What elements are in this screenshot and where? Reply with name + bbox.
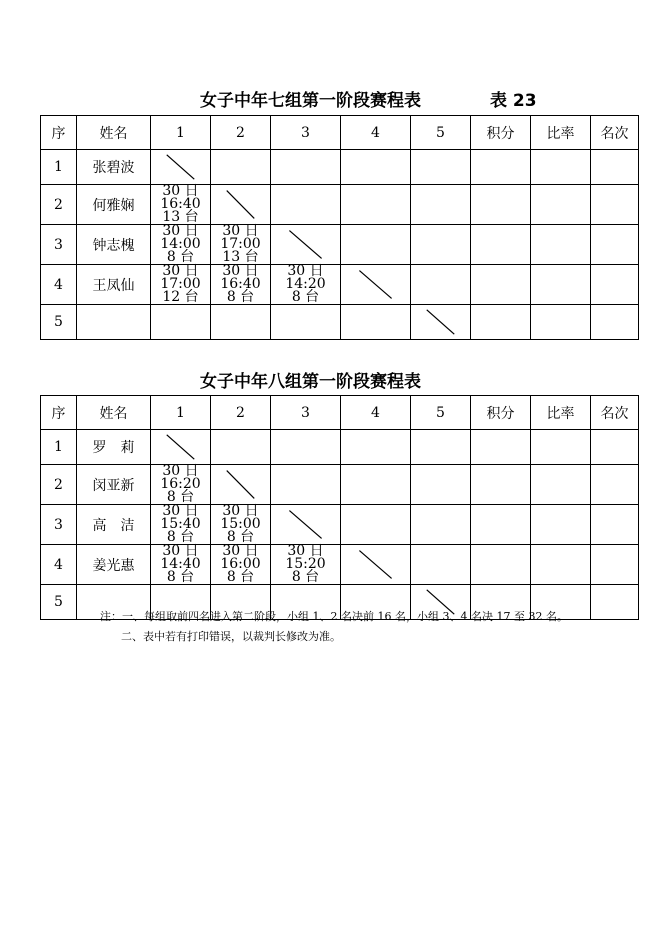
column-header: 序 (41, 396, 77, 430)
match-time: 30 日 16:20 (160, 463, 201, 492)
ratio-cell (531, 430, 591, 465)
rank-cell (591, 185, 639, 225)
seed-number: 3 (41, 225, 77, 265)
diagonal-slash-icon (151, 430, 210, 464)
match-time: 30 日 16:40 (160, 183, 201, 212)
column-header: 1 (151, 396, 211, 430)
column-header: 积分 (471, 396, 531, 430)
empty-cell (341, 185, 411, 225)
match-time: 30 日 17:00 (220, 223, 261, 252)
rank-cell (591, 545, 639, 585)
table-row (41, 185, 639, 225)
match-table: 8 台 (291, 289, 320, 305)
seed-number: 2 (41, 185, 77, 225)
match-table: 8 台 (166, 249, 195, 265)
match-table: 13 台 (162, 209, 199, 225)
match-time: 30 日 15:40 (160, 503, 201, 532)
match-cell (271, 545, 341, 585)
table-1-number: 表 23 (490, 91, 537, 111)
player-name: 罗 莉 (77, 430, 151, 465)
player-name: 王凤仙 (77, 265, 151, 305)
score-cell (471, 150, 531, 185)
ratio-cell (531, 505, 591, 545)
column-header: 4 (341, 396, 411, 430)
match-cell (211, 225, 271, 265)
column-header: 3 (271, 396, 341, 430)
score-cell (471, 505, 531, 545)
diagonal-slash-icon (271, 225, 340, 264)
match-cell (151, 505, 211, 545)
table-row (41, 305, 639, 340)
note-2: 二、表中若有打印错误，以裁判长修改为准。 (121, 630, 341, 643)
diagonal-slash-icon (341, 265, 410, 304)
table-row (41, 545, 639, 585)
self-match-diagonal (341, 545, 411, 585)
header-row (41, 396, 639, 430)
diagonal-slash-icon (151, 150, 210, 184)
player-name: 张碧波 (77, 150, 151, 185)
column-header: 积分 (471, 116, 531, 150)
rank-cell (591, 505, 639, 545)
empty-cell (211, 305, 271, 340)
rank-cell (591, 265, 639, 305)
column-header: 名次 (591, 396, 639, 430)
table-row (41, 265, 639, 305)
player-name: 何雅娴 (77, 185, 151, 225)
match-time: 30 日 14:40 (160, 543, 201, 572)
ratio-cell (531, 185, 591, 225)
seed-number: 4 (41, 545, 77, 585)
seed-number: 2 (41, 465, 77, 505)
match-table: 8 台 (226, 529, 255, 545)
diagonal-slash-icon (411, 305, 470, 339)
column-header: 2 (211, 396, 271, 430)
self-match-diagonal (341, 265, 411, 305)
header-row (41, 116, 639, 150)
match-table: 8 台 (226, 569, 255, 585)
table-row (41, 430, 639, 465)
match-table: 8 台 (226, 289, 255, 305)
column-header: 4 (341, 116, 411, 150)
schedule-table-group-8 (40, 395, 639, 620)
self-match-diagonal (271, 225, 341, 265)
seed-number: 3 (41, 505, 77, 545)
ratio-cell (531, 305, 591, 340)
match-cell (211, 505, 271, 545)
score-cell (471, 185, 531, 225)
empty-cell (271, 150, 341, 185)
column-header: 5 (411, 396, 471, 430)
empty-cell (341, 150, 411, 185)
empty-cell (411, 225, 471, 265)
match-cell (271, 265, 341, 305)
empty-cell (271, 465, 341, 505)
column-header: 姓名 (77, 396, 151, 430)
rank-cell (591, 430, 639, 465)
score-cell (471, 265, 531, 305)
column-header: 5 (411, 116, 471, 150)
empty-cell (211, 430, 271, 465)
match-table: 8 台 (291, 569, 320, 585)
empty-cell (411, 185, 471, 225)
diagonal-slash-icon (271, 505, 340, 544)
table-1-title: 女子中年七组第一阶段赛程表 (200, 91, 421, 111)
seed-number: 5 (41, 585, 77, 620)
player-name (77, 305, 151, 340)
empty-cell (411, 505, 471, 545)
ratio-cell (531, 265, 591, 305)
empty-cell (411, 465, 471, 505)
empty-cell (271, 305, 341, 340)
diagonal-slash-icon (341, 545, 410, 584)
empty-cell (271, 430, 341, 465)
table-row (41, 465, 639, 505)
ratio-cell (531, 150, 591, 185)
match-time: 30 日 16:40 (220, 263, 261, 292)
empty-cell (271, 185, 341, 225)
self-match-diagonal (151, 150, 211, 185)
column-header: 1 (151, 116, 211, 150)
self-match-diagonal (211, 465, 271, 505)
column-header: 比率 (531, 396, 591, 430)
score-cell (471, 225, 531, 265)
empty-cell (411, 265, 471, 305)
match-cell (151, 185, 211, 225)
table-2-title: 女子中年八组第一阶段赛程表 (200, 372, 421, 392)
match-cell (151, 545, 211, 585)
empty-cell (341, 225, 411, 265)
empty-cell (341, 305, 411, 340)
seed-number: 1 (41, 430, 77, 465)
player-name: 高 洁 (77, 505, 151, 545)
empty-cell (341, 505, 411, 545)
match-time: 30 日 16:00 (220, 543, 261, 572)
self-match-diagonal (411, 305, 471, 340)
match-cell (211, 265, 271, 305)
match-time: 30 日 17:00 (160, 263, 201, 292)
ratio-cell (531, 545, 591, 585)
match-table: 8 台 (166, 489, 195, 505)
match-table: 12 台 (162, 289, 199, 305)
match-table: 8 台 (166, 529, 195, 545)
empty-cell (211, 150, 271, 185)
ratio-cell (531, 225, 591, 265)
seed-number: 1 (41, 150, 77, 185)
empty-cell (411, 150, 471, 185)
match-time: 30 日 15:20 (285, 543, 326, 572)
player-name: 闵亚新 (77, 465, 151, 505)
column-header: 3 (271, 116, 341, 150)
self-match-diagonal (151, 430, 211, 465)
column-header: 序 (41, 116, 77, 150)
table-row (41, 150, 639, 185)
match-cell (151, 465, 211, 505)
diagonal-slash-icon (211, 185, 270, 224)
diagonal-slash-icon (211, 465, 270, 504)
column-header: 2 (211, 116, 271, 150)
schedule-table-group-7 (40, 115, 639, 340)
score-cell (471, 465, 531, 505)
self-match-diagonal (211, 185, 271, 225)
match-cell (211, 545, 271, 585)
notes (100, 607, 568, 647)
empty-cell (411, 430, 471, 465)
empty-cell (341, 465, 411, 505)
rank-cell (591, 465, 639, 505)
column-header: 名次 (591, 116, 639, 150)
match-cell (151, 265, 211, 305)
rank-cell (591, 585, 639, 620)
score-cell (471, 545, 531, 585)
seed-number: 4 (41, 265, 77, 305)
empty-cell (151, 305, 211, 340)
match-time: 30 日 15:00 (220, 503, 261, 532)
player-name: 钟志槐 (77, 225, 151, 265)
match-time: 30 日 14:20 (285, 263, 326, 292)
empty-cell (411, 545, 471, 585)
rank-cell (591, 225, 639, 265)
note-1: 注：一、每组取前四名进入第二阶段，小组 1、2 名决前 16 名，小组 3、4 名决 17 至 32 名。 (100, 610, 568, 623)
empty-cell (341, 430, 411, 465)
column-header: 比率 (531, 116, 591, 150)
ratio-cell (531, 465, 591, 505)
score-cell (471, 305, 531, 340)
rank-cell (591, 305, 639, 340)
column-header: 姓名 (77, 116, 151, 150)
self-match-diagonal (271, 505, 341, 545)
score-cell (471, 430, 531, 465)
match-table: 13 台 (222, 249, 259, 265)
table-row (41, 225, 639, 265)
seed-number: 5 (41, 305, 77, 340)
player-name: 姜光惠 (77, 545, 151, 585)
match-cell (151, 225, 211, 265)
table-row (41, 505, 639, 545)
match-time: 30 日 14:00 (160, 223, 201, 252)
match-table: 8 台 (166, 569, 195, 585)
rank-cell (591, 150, 639, 185)
